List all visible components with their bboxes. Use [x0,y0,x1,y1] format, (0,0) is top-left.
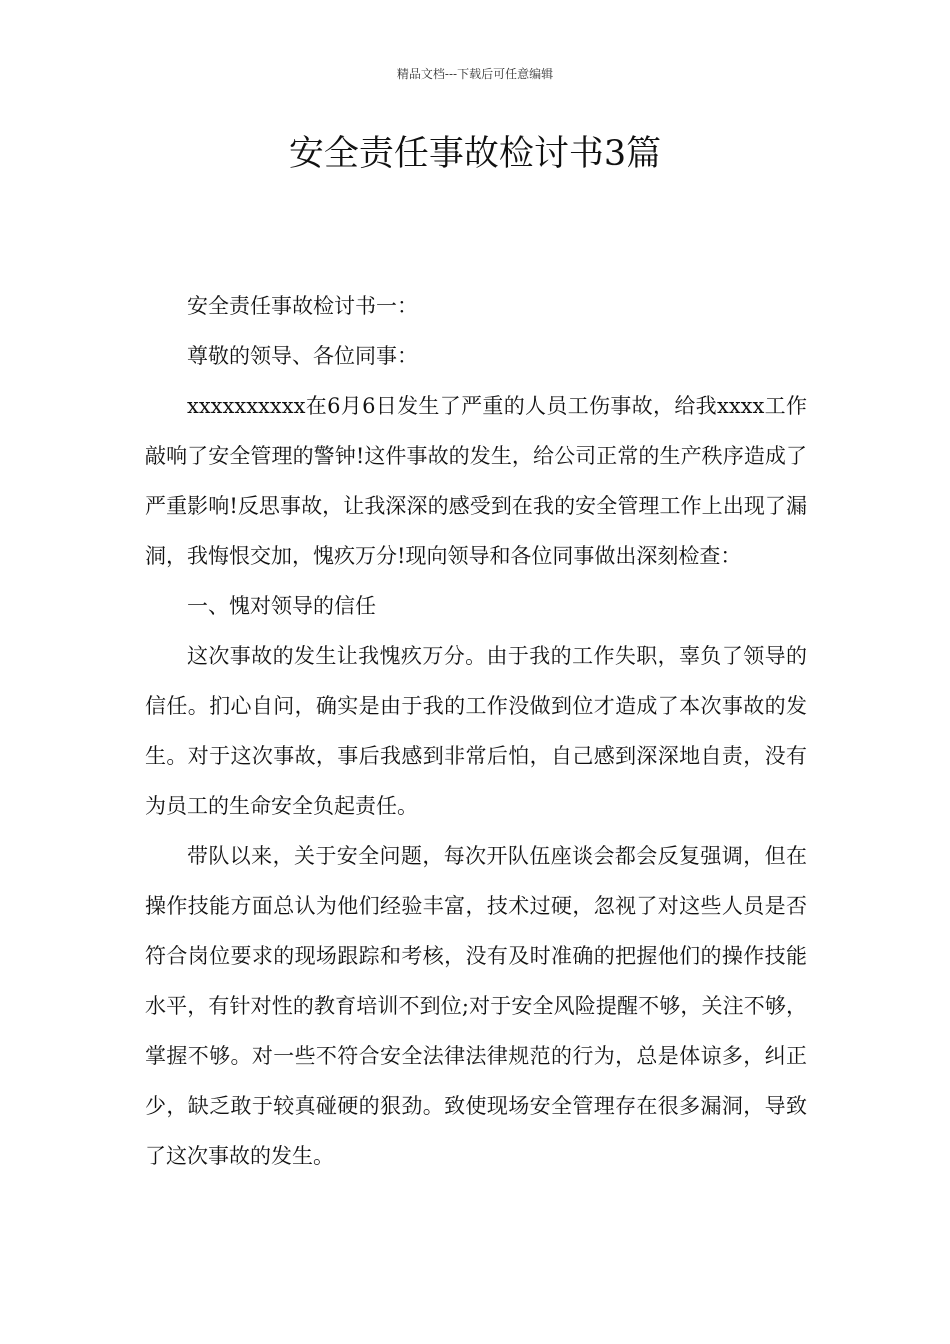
header-note: 精品文档---下载后可任意编辑 [396,67,554,81]
section-heading-letter-one: 安全责任事故检讨书一： [187,294,418,318]
paragraph-team-leadership: 带队以来，关于安全问题，每次开队伍座谈会都会反复强调，但在操作技能方面总认为他们经验丰富，技术过硬，忽视了对这些人员是否符合岗位要求的现场跟踪和考核，没有及时准确的把握他们的操作技能水平，有针对性的教育培训不到位;对于安全风险提醒不够，关注不够，掌握不够。对一些不符合安全法律法律规范的行为，总是体谅多，纠正少，缺乏敢于较真碰硬的狠劲。致使现场安全管理存在很多漏洞，导致了这次事故的发生。 [145,844,807,1168]
document-body [145,281,807,1181]
paragraph-trust: 这次事故的发生让我愧疚万分。由于我的工作失职，辜负了领导的信任。扪心自问，确实是由于我的工作没做到位才造成了本次事故的发生。对于这次事故，事后我感到非常后怕，自己感到深深地自责，没有为员工的生命安全负起责任。 [145,644,807,818]
salutation: 尊敬的领导、各位同事： [187,344,418,368]
subheading-trust: 一、愧对领导的信任 [187,594,376,618]
document-title: 安全责任事故检讨书3篇 [288,134,662,174]
paragraph-intro: xxxxxxxxxx在6月6日发生了严重的人员工伤事故，给我xxxx工作敲响了安全管理的警钟!这件事故的发生，给公司正常的生产秩序造成了严重影响!反思事故，让我深深的感受到在我的安全管理工作上出现了漏洞，我悔恨交加，愧疚万分!现向领导和各位同事做出深刻检查： [145,394,807,568]
